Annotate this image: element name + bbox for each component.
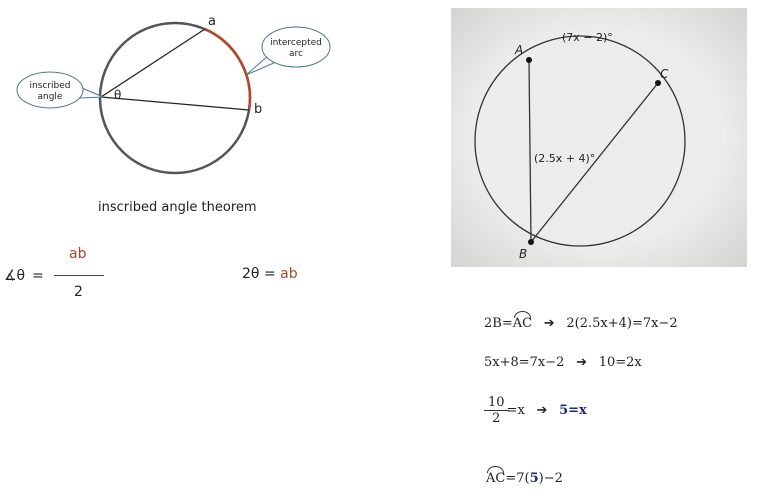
point-b-label: B bbox=[519, 247, 528, 261]
point-a-dot bbox=[526, 57, 532, 63]
intercepted-callout-line1: intercepted bbox=[270, 38, 322, 48]
solution-line-3 bbox=[486, 395, 587, 426]
intercepted-callout-line2: arc bbox=[289, 49, 303, 59]
chord-b bbox=[101, 97, 249, 110]
chord-a bbox=[101, 29, 205, 97]
fraction-denominator: 2 bbox=[74, 284, 83, 300]
solution-line-4 bbox=[486, 471, 563, 486]
arrow-icon: ➔ bbox=[576, 355, 588, 370]
equals-x: =x bbox=[506, 403, 525, 418]
intercepted-arc bbox=[205, 29, 250, 110]
theorem-rhs bbox=[242, 266, 298, 282]
point-label-b: b bbox=[254, 102, 263, 117]
equation-1: 2(2.5x+4)=7x−2 bbox=[566, 316, 678, 331]
eq1: = bbox=[501, 316, 513, 331]
point-b-dot bbox=[528, 239, 534, 245]
equals-sign: = bbox=[32, 268, 44, 284]
solution-line-1 bbox=[484, 316, 678, 331]
eq4a: =7( bbox=[505, 471, 530, 486]
fraction-numerator: ab bbox=[69, 246, 87, 262]
point-c-label: C bbox=[660, 67, 669, 81]
two-theta: 2θ bbox=[242, 266, 260, 282]
rhs-ab: ab bbox=[280, 266, 298, 282]
inscribed-callout-line1: inscribed bbox=[29, 81, 71, 91]
theta-label: θ bbox=[114, 88, 122, 102]
inscribed-angle-diagram bbox=[0, 0, 340, 200]
solution-line-2 bbox=[484, 355, 642, 370]
fraction-bar bbox=[54, 275, 104, 276]
point-label-a: a bbox=[208, 14, 216, 29]
angle-theta: ∡θ bbox=[4, 268, 26, 284]
rhs-equals: = bbox=[263, 266, 276, 282]
eq4b: )−2 bbox=[538, 471, 563, 486]
two-b: 2B bbox=[484, 316, 502, 331]
point-a-label: A bbox=[515, 43, 524, 57]
problem-circle-figure bbox=[451, 8, 747, 267]
arrow-icon: ➔ bbox=[543, 316, 555, 331]
arc-ac-2: AC bbox=[486, 471, 506, 486]
arc-ac: AC bbox=[512, 316, 533, 331]
equation-2b: 10=2x bbox=[598, 355, 642, 370]
diagram-caption: inscribed angle theorem bbox=[98, 200, 257, 215]
angle-measure-label: (2.5x + 4)° bbox=[534, 152, 596, 165]
arc-measure-label: (7x − 2)° bbox=[562, 31, 613, 44]
equation-2a: 5x+8=7x−2 bbox=[484, 355, 565, 370]
frac-den: 2 bbox=[484, 410, 509, 426]
arrow-icon: ➔ bbox=[536, 403, 548, 418]
result-x: 5=x bbox=[559, 403, 587, 418]
problem-photo bbox=[451, 8, 747, 267]
photo-background bbox=[451, 8, 747, 267]
value-5: 5 bbox=[529, 471, 539, 486]
inscribed-callout-line2: angle bbox=[37, 92, 63, 102]
fraction-10-2 bbox=[486, 395, 507, 426]
frac-num: 10 bbox=[488, 395, 505, 410]
